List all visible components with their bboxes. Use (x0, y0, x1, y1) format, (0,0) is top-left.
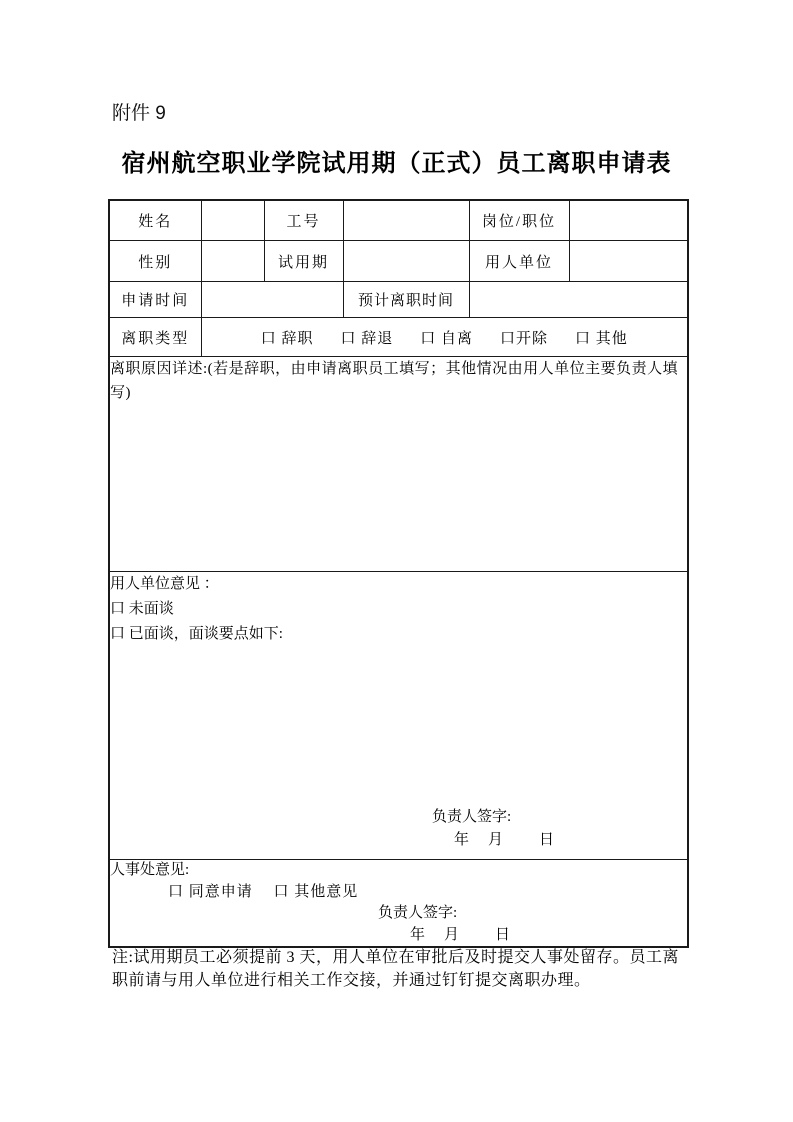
hr-signature-date: 年 月 日 (410, 926, 513, 943)
gender-label: 性别 (109, 241, 201, 282)
footnote: 注:试用期员工必须提前 3 天，用人单位在审批后及时提交人事处留存。员工离职前请与用人单位进行相关工作交接，并通过钉钉提交离职办理。 (112, 949, 679, 989)
table-row (109, 318, 688, 357)
employee-id-field[interactable] (343, 200, 469, 241)
probation-field[interactable] (343, 241, 469, 282)
employer-signature-date: 年 月 日 (454, 832, 557, 848)
expected-leave-date-label: 预计离职时间 (343, 282, 469, 318)
table-row (109, 860, 688, 948)
apply-date-field[interactable] (201, 282, 343, 318)
leave-type-option-resign[interactable]: 口 辞职 (260, 330, 314, 347)
table-row (109, 282, 688, 318)
hr-signature-label: 负责人签字: (378, 905, 458, 921)
hr-opinion-label: 人事处意见: (110, 862, 190, 878)
employer-signature-label: 负责人签字: (432, 809, 512, 825)
form-title: 宿州航空职业学院试用期（正式）员工离职申请表 (121, 150, 672, 177)
position-label: 岗位/职位 (469, 200, 569, 241)
leave-type-option-abandon[interactable]: 口 自离 (420, 330, 473, 347)
leave-type-options-cell (201, 318, 688, 357)
employer-opinion-cell[interactable] (109, 572, 688, 860)
apply-date-label: 申请时间 (109, 282, 201, 318)
employer-unit-field[interactable] (569, 241, 688, 282)
employer-opinion-label: 用人单位意见 ： (110, 576, 219, 592)
employer-opinion-option-not-interviewed[interactable]: 口 未面谈 (110, 601, 174, 617)
name-field[interactable] (201, 200, 264, 241)
expected-leave-date-field[interactable] (469, 282, 688, 318)
employee-id-label: 工号 (264, 200, 343, 241)
leave-reason-label: 离职原因详述:(若是辞职，由申请离职员工填写；其他情况由用人单位主要负责人填写) (110, 361, 679, 401)
table-row (109, 241, 688, 282)
leave-type-option-other[interactable]: 口 其他 (575, 330, 628, 347)
leave-reason-field[interactable] (109, 357, 688, 572)
table-row (109, 200, 688, 241)
leave-type-option-expelled[interactable]: 口开除 (500, 330, 549, 347)
leave-type-label: 离职类型 (109, 318, 201, 357)
employer-signature-block (432, 806, 556, 852)
table-row (109, 572, 688, 860)
employer-unit-label: 用人单位 (469, 241, 569, 282)
gender-field[interactable] (201, 241, 264, 282)
table-row (109, 357, 688, 572)
resignation-form-table (108, 199, 689, 948)
employer-opinion-option-interviewed[interactable]: 口 已面谈，面谈要点如下: (110, 626, 283, 642)
leave-type-option-dismissed[interactable]: 口 辞退 (340, 330, 394, 347)
probation-label: 试用期 (264, 241, 343, 282)
name-label: 姓名 (109, 200, 201, 241)
position-field[interactable] (569, 200, 688, 241)
hr-opinion-cell[interactable] (109, 860, 688, 948)
leave-type-options (202, 327, 688, 348)
attachment-label: 附件 9 (112, 103, 166, 124)
hr-opinion-options[interactable]: 口 同意申请 口 其他意见 (168, 883, 359, 900)
